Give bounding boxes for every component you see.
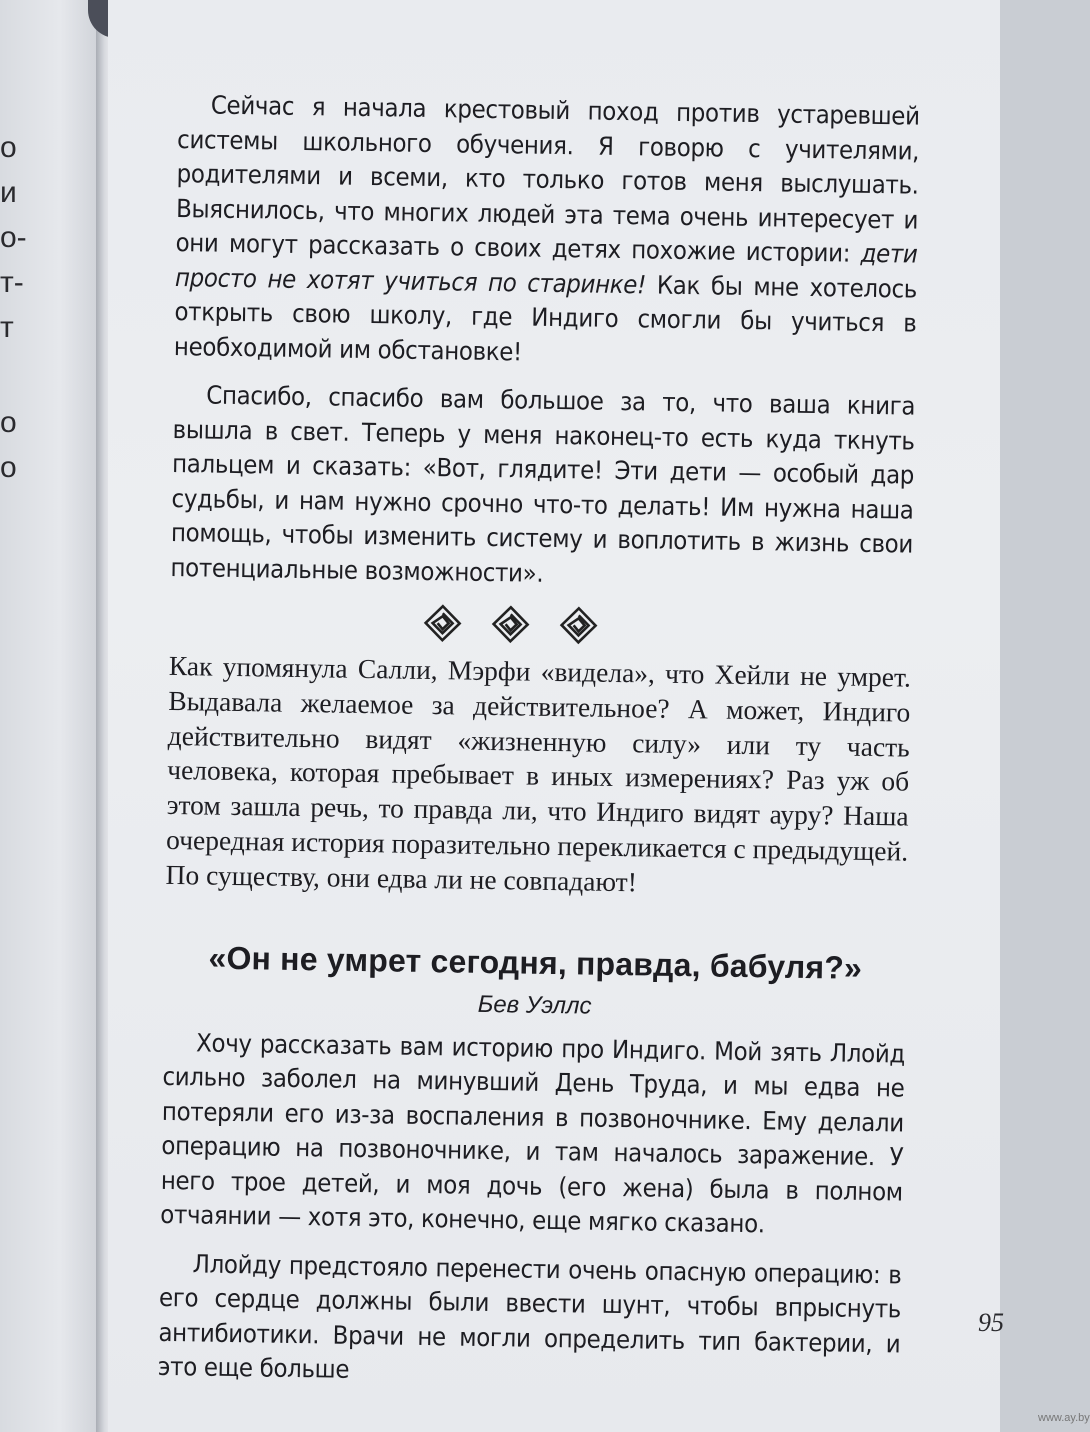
- left-page: [0, 0, 100, 1432]
- left-fragment: о: [0, 451, 17, 484]
- left-fragment: т: [0, 311, 14, 344]
- letter-paragraph: Спасибо, спасибо вам большое за то, что ваша книга вышла в свет. Теперь у меня наконец-то есть куда ткнуть пальцем и сказать: «Вот, глядите! Эти дети — особый дар судьбы, и нам нужно срочно что-то делать! Им нужна наша помощь, чтобы изменить систему и воплотить в жизнь свои потенциальные возможности».: [170, 380, 916, 588]
- left-fragment: и: [0, 176, 17, 209]
- commentary: [165, 649, 911, 904]
- page-number: 95: [978, 1308, 1004, 1337]
- letter-excerpt: [170, 88, 920, 597]
- left-fragment: о-: [0, 221, 27, 254]
- letter-paragraph: [174, 88, 920, 376]
- watermark: www.ay.by: [1038, 1412, 1090, 1424]
- left-page-text-fragments: [0, 125, 27, 490]
- left-fragment: т-: [0, 266, 24, 299]
- commentary-paragraph: Как упомянула Салли, Мэрфи «видела», что Хейли не умрет. Выдавала желаемое за действительное? А может, Индиго действительно видят «жизненную силу» или ту часть человека, которая пребывает в иных измерениях? Раз уж об этом зашла речь, то правда ли, что Индиго видят ауру? Наша очередная история поразительно перекликается с предыдущей. По существу, они едва ли не совпадают!: [165, 649, 912, 898]
- story-author: Бев Уэллс: [477, 990, 592, 1020]
- letter-text: Как бы мне хотелось открыть свою школу, где Индиго смогли бы учиться в необходимой им обстановке!: [173, 269, 918, 366]
- section-divider: [169, 599, 912, 651]
- letter-text: Сейчас я начала крестовый поход против устаревшей системы школьного обучения. Я говорю с учителями, родителями и всеми, кто только готов меня выслушать. Выяснилось, что многих людей эта тема очень интересует и они могут рассказать о своих детях похожие истории:: [175, 90, 920, 268]
- story-body: [158, 1025, 906, 1396]
- diamond-spiral-icon: [490, 604, 531, 645]
- story-paragraph: Ллойду предстояло перенести очень опасную операцию: в его сердце должны были ввести шунт, чтобы впрыснуть антибиотики. Врачи не могли определить тип бактерии, и это еще больше: [157, 1248, 902, 1384]
- left-fragment: о: [0, 406, 17, 439]
- left-fragment: о: [0, 131, 17, 164]
- diamond-spiral-icon: [422, 603, 463, 644]
- story-paragraph: Хочу рассказать вам историю про Индиго. Мой зять Ллойд сильно заболел на минувший День Труда, и мы едва не потеряли его из-за воспаления в позвоночнике. Ему делали операцию на позвоночнике, и там началось заражение. У него трое детей, и моя дочь (его жена) была в полном отчаянии — хотя это, конечно, еще мягко сказано.: [160, 1027, 906, 1239]
- page-content: [157, 88, 919, 1410]
- letter-italic-text: дети просто не хотят учиться по старинке!: [174, 238, 918, 299]
- left-fragment-gap: [0, 350, 27, 400]
- story-title: «Он не умрет сегодня, правда, бабуля?»: [208, 939, 863, 986]
- diamond-spiral-icon: [558, 605, 599, 646]
